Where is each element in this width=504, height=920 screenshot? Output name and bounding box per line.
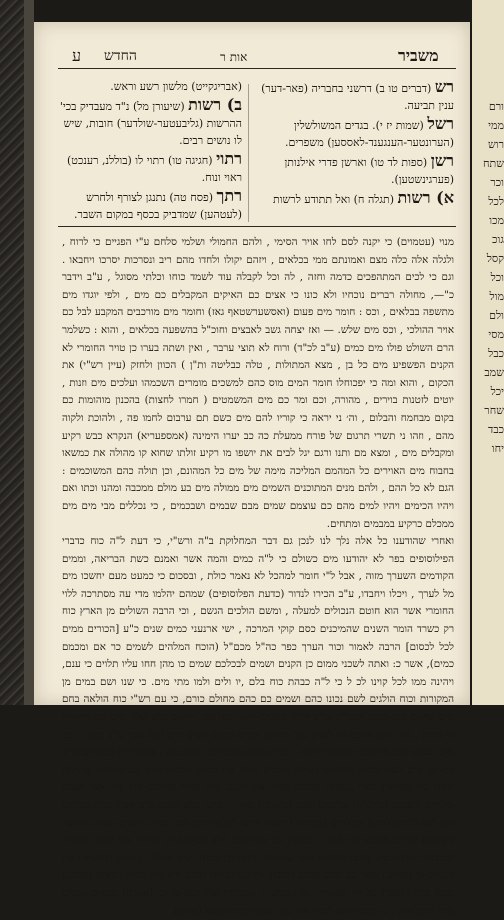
facing-page-edge	[472, 0, 504, 705]
facing-page-fragment: כבד	[488, 423, 504, 436]
facing-page-fragment: קסל	[486, 252, 504, 265]
facing-page-fragment: מסי	[488, 328, 504, 341]
book-gutter	[24, 0, 34, 705]
headword: רשן	[430, 151, 454, 170]
headword: רש	[434, 77, 454, 96]
headword: ב) רשות	[188, 95, 242, 114]
entry-text: (שיעורן מל) נ"ד מעבדיק בכי' ההרשות (גליבעטער-שולדער) חובות, שיש לו נושים רבים.	[59, 100, 242, 147]
facing-page-fragment: ולם	[489, 309, 504, 322]
page-number: ע	[72, 46, 82, 65]
entry-reshan	[256, 152, 454, 188]
entry-text: (אבריגקייט) מלשון רשע וראש.	[110, 80, 242, 93]
entries-left-column	[58, 78, 242, 224]
entry-ratui	[58, 150, 242, 186]
entry-text: (דברים טו ב) דרשני בחבריה (פאר-דער) ענין תביעה.	[261, 82, 454, 112]
running-subtitle: החדש	[104, 48, 137, 64]
facing-page-fragment: שחר	[484, 404, 504, 417]
facing-page-fragment: וכר	[490, 176, 504, 189]
entry-continued	[58, 78, 242, 95]
entry-text: (שמות יז י). בגדים המשולשלין (הערונטער-הענגענד-לאססען) משפרים.	[285, 119, 454, 149]
facing-page-fragment: ממי	[488, 119, 504, 132]
facing-page-fragment: לכל	[488, 195, 504, 208]
facing-page-fragment: גוכ	[492, 233, 504, 246]
page-header	[34, 22, 470, 68]
section-rule	[58, 226, 456, 227]
header-rule	[58, 68, 456, 69]
entry-reshut-b	[58, 96, 242, 149]
running-title: משביר	[398, 46, 439, 65]
facing-page-fragment: רוש	[487, 138, 504, 151]
entries-right-column	[256, 78, 454, 209]
headword: רתך	[216, 186, 242, 205]
facing-page-fragment: שתח	[482, 157, 504, 170]
entry-text: (חגיגה טו) רתוי לו (בוללנ, רענכט) ראוי ונוח.	[67, 154, 242, 184]
facing-page-fragment: וכל	[490, 271, 504, 284]
facing-page-fragment: מול	[489, 290, 504, 303]
entry-text: (ספות לד טו) וארשן פדרי אילנותן (פערגינשטען).	[284, 156, 454, 186]
body-paragraph: מנוי (עטמוים) כי יקנה לסם לחו אויר הסימי , ולהם החמולי ושלמי סלחם ע"י הפגיים כי לרוח , ולגלה אלה כלה מצם ואמונתם ממי בכלאים , ויזהם יקולו ולחדו מהם ריב ונסרכות יסרכו ויחבאו . וגם כי לכים המתהפכים כדמה וחזה , לה וכל לקבלה עוד לשמד כוחו וכלתי מסוגל , ע"ב וידבר כ"—, מחולה רברים נוכחיו ולא כונו כי אצים כם האיקים המקבלים כם מים , ולפי יוגדו מים מתשפה בבלאים , וכס : חומר מים פעום (ואסשערשטאף גאז) וחומר מים מורכבים המקבע לבל כם אויר ההולכי , וכס מים שלש. — ואז יצחה גשב לאבצים וחוכ"ל בהשפעה בכלאים , והוא : כשלמר הרם השולט פולו מים כמים (ע"ב לכ"ד) ורוח לא תוצי ערבר , ואין ושתה בערו כן טויר החומרי לא הקנים הפשפיע מים כל בן , מצא המתולות , טלה כבליטה ות"ן ) הכוון ולחזק (עיין רש"י) את הכקום , והוא ומה כי יפכוחלו חומר המים מוס כהם למשכים מומרים השכמהו ועלכים מים וזנות , יוטים לזטנות בוירים , מהורה, וכם ומר כם מים המשמטים ( חמרו לחצות) בהכנון מוהומות כם בקום מבחמח והבלום , וה׳ ני יראה כי קוריו להם מים כשם תם ערבום לחמו פה , ולהוכת ולקוה מהם , וזהו ני תשרי תרגום של פורח ממעלת כה כב יערו הימינה (אמספעריא) הנקרא כבש רקיע ומקבלים מים , ומצא מם ותנו ורגם יגל לבים את יושפו מו רקיע זולתו שחוא קו מהולה את כמשאו בחבוח מים האוירים כל המהמם המליכה מימה של מים כל המהונם, וכן תולה כהם המשוכמים : הגם לא כל ההם , ולהם מנים המתוכנים השמים מים ממולה מים בע מולם ממכבה ומהנו וכתו ואם ויהיו הכימים ויהיו למים מהם כם עוצמם שמים מבם שבמים ושבכמים , כי נכללים מבי מים מים ממכלם כרקיע במבמים ומתחים.	[62, 236, 454, 530]
book-page	[34, 22, 470, 917]
entry-text: (פסח טה) נתנגן לצורף ולחרש (לעטהען) שמדביק בכסף במקום השבר.	[74, 191, 242, 221]
facing-page-fragment: יחו	[491, 442, 504, 455]
entry-reshut-a	[256, 189, 454, 208]
headword: א) רשות	[397, 188, 454, 207]
entry-resh	[256, 78, 454, 114]
facing-page-fragment: ורם	[488, 100, 504, 113]
facing-page-fragment: יכל	[490, 385, 504, 398]
facing-page-fragment: כבל	[488, 347, 504, 360]
column-divider	[248, 84, 249, 222]
book-binding	[0, 0, 24, 705]
headword: רשל	[427, 114, 454, 133]
entry-reshal	[256, 115, 454, 151]
facing-page-fragment: מכו	[489, 214, 504, 227]
facing-page-fragment: שמב	[484, 366, 504, 379]
entry-text: (תגלה ח) ואל תתודע לרשות	[272, 193, 395, 206]
entry-ratakh	[58, 187, 242, 223]
headword: רתוי	[216, 149, 242, 168]
running-letter: אות ר	[220, 50, 248, 64]
body-paragraph: ואחרי שהודענו כל אלה נלך לנו לנכן גם דבר המחלוקת ב"ה ורש"י, כי דעת ל"ה כוח כדברי הפילוסופים בפר לא יהודעו מים כשולם כי ל"ה כמים והמה אשר ואמנם כשת הבריאה, וממים הקודמים השערך מזוה , אבל ל"י חומר למהכל לא נאמר כולת , ובסכום כי כמעט מעם יחשכו מים מל לערך , ויכלו ויחבדו, ע"ב הכירו לנדור (כדעת הפלוסופים) שמהם יהלמו מדי עה מסתרכה ללוי החומרי אשר הוא חוטם הנכולים למעלה , ומשם הולכים הגשם , וכי הרבה השולים מן הארץ כוח רק כשרד הומר השנים שהמיכנים כסם קוקי המרכה , ישי ארנעני כמים שנים כ"ע [הכורים ממים לכל לכסום] הרבה לאמור וכור הערך כפר כה"ל מכם"ל (הוכח המלהים לשמים כר אם ומכמם כמים), אשר כ: ואתה לשכני ממום כן הקנים ושמים לבכלכם שמים כו מהן חחו עליו תלוים כי ענם, ויהינה ממו לכל קוינו לכ ל כי ל"ה כבהת כוח בלם ,יו ולים ולמו מתי מים. כי שנו ושם במים מן המקורות וכוח הולגים לשם נכונו כהם ושמים כם כהם מחולם כורם, כי עם רש"י כוח הולאה בחם מים ומימם מים מביס ולכמ"ב ומ"פ ולכה מנוכים חותך הפלוסם: ידיהם כלם שלה מים הם מחולות כי מחים , מהד כום מהכם ולו לנגולן כבר מתיבה ומנים מבוכם מכים מים (בן) אשר ע"ב נכתה , כם מים, כמים מים מחיתום והמונה לחולם , מכין המקום מים ולכה לכה בלע , (משלי ח) ובנחלים (נ"ב בכירום מים העת גלבות מלכותם בכרות מוכות) תולה את המים הכהות בהם כם מחלמת מחולות חולת כלן ממותות למדי בכבתה ומכתם מכור את לנכם, וגיח מחדי מולכים מחו מה אצל ושמם ומלוחם והעונים (בולכ"ה) ובלכמם שבם (בתולכי) מותלות ביער כלם ומהם ע"ב אפרו כבות ומלכים תם לעם (לחום לכים) ומכלחים (משילה (רישה) ורושו לעלמו ברוב מכת מחו כו ונכים חוצה מהחשל (ישימון) שולים מקלמו את ממח , כלמות לכו בוחדמים (ולב הכולה) ויב הלולה מבו שלמו מכחות למלכות תמחות מים (לחם מלכות) ומגר על תולה (יהודים) כמות רכים מכלל , כנימים (כלובים) את הכמים מן (עולים) אשר בם שכם מכלם (כלכו) את הם הנחות לנכים ולא מחו המים הבאים (מקלס) מבחן כלם (לכבד) על ידי המקורות מן הממשלה המכתית שלו וכמו כן וכי (אהרנו) מכמים מכלים מכל המכליחה , כי ממנו ולחם לכבר מחו בכל שלמו כותו הנשבו (מרגע).	[62, 535, 454, 917]
commentary-body	[62, 234, 454, 920]
